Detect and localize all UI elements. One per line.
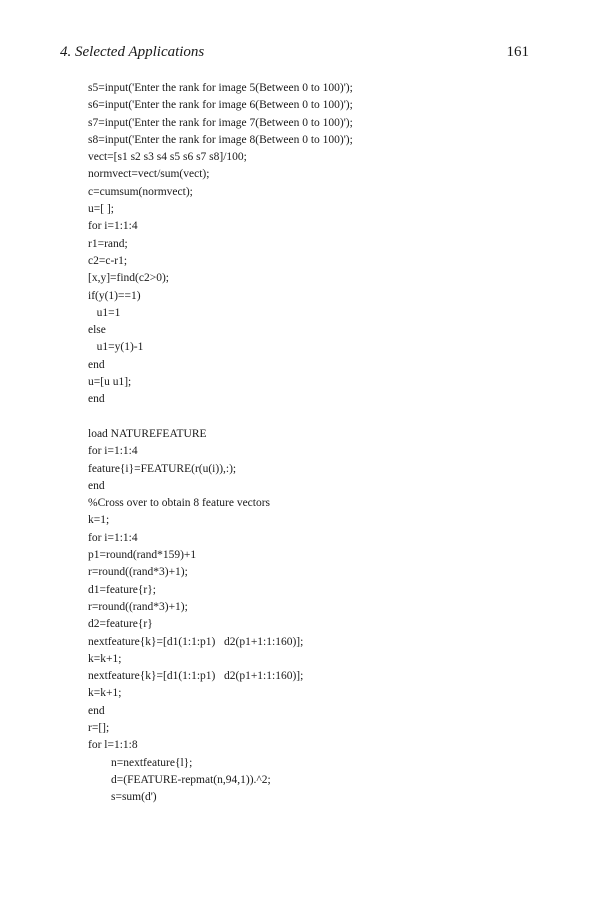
running-header [60, 44, 529, 64]
code-line: end [88, 393, 105, 406]
code-line: u1=y(1)-1 [88, 341, 144, 354]
code-line: r=[]; [88, 721, 110, 734]
code-line: d=(FEATURE-repmat(n,94,1)).^2; [88, 773, 271, 786]
code-line: p1=round(rand*159)+1 [88, 549, 197, 562]
code-line: for l=1:1:8 [88, 739, 138, 752]
code-line: if(y(1)==1) [88, 289, 141, 302]
code-line: [x,y]=find(c2>0); [88, 272, 169, 285]
code-line: u1=1 [88, 306, 121, 319]
code-line: c2=c-r1; [88, 254, 128, 267]
code-line: u=[ ]; [88, 203, 114, 216]
code-listing [88, 80, 548, 806]
code-line: nextfeature{k}=[d1(1:1:p1) d2(p1+1:1:160)]; [88, 670, 304, 683]
code-line: k=k+1; [88, 652, 122, 665]
code-line: %Cross over to obtain 8 feature vectors [88, 497, 271, 510]
code-line: k=k+1; [88, 687, 122, 700]
code-line: r1=rand; [88, 237, 128, 250]
blank-line [88, 409, 548, 426]
code-line: s6=input('Enter the rank for image 6(Between 0 to 100)'); [88, 99, 353, 112]
code-line: c=cumsum(normvect); [88, 185, 193, 198]
code-line: end [88, 704, 105, 717]
code-line: d1=feature{r}; [88, 583, 156, 596]
code-line: for i=1:1:4 [88, 220, 138, 233]
code-line: load NATUREFEATURE [88, 427, 207, 440]
page-number: 161 [506, 44, 529, 60]
code-line: else [88, 324, 106, 337]
code-line: k=1; [88, 514, 110, 527]
code-line: r=round((rand*3)+1); [88, 566, 188, 579]
code-line: end [88, 479, 105, 492]
code-line: s8=input('Enter the rank for image 8(Between 0 to 100)'); [88, 133, 353, 146]
code-line: for i=1:1:4 [88, 445, 138, 458]
code-line: n=nextfeature{l}; [88, 756, 193, 769]
chapter-title: 4. Selected Applications [60, 44, 205, 60]
code-line: u=[u u1]; [88, 376, 132, 389]
code-line: s7=input('Enter the rank for image 7(Between 0 to 100)'); [88, 116, 353, 129]
code-line: end [88, 358, 105, 371]
code-line: r=round((rand*3)+1); [88, 600, 188, 613]
code-line: for i=1:1:4 [88, 531, 138, 544]
code-line: s=sum(d') [88, 791, 157, 804]
code-line: nextfeature{k}=[d1(1:1:p1) d2(p1+1:1:160)]; [88, 635, 304, 648]
code-line: d2=feature{r} [88, 618, 153, 631]
code-line: feature{i}=FEATURE(r(u(i)),:); [88, 462, 237, 475]
code-line: s5=input('Enter the rank for image 5(Between 0 to 100)'); [88, 82, 353, 94]
code-line: vect=[s1 s2 s3 s4 s5 s6 s7 s8]/100; [88, 151, 247, 164]
code-line: normvect=vect/sum(vect); [88, 168, 210, 181]
